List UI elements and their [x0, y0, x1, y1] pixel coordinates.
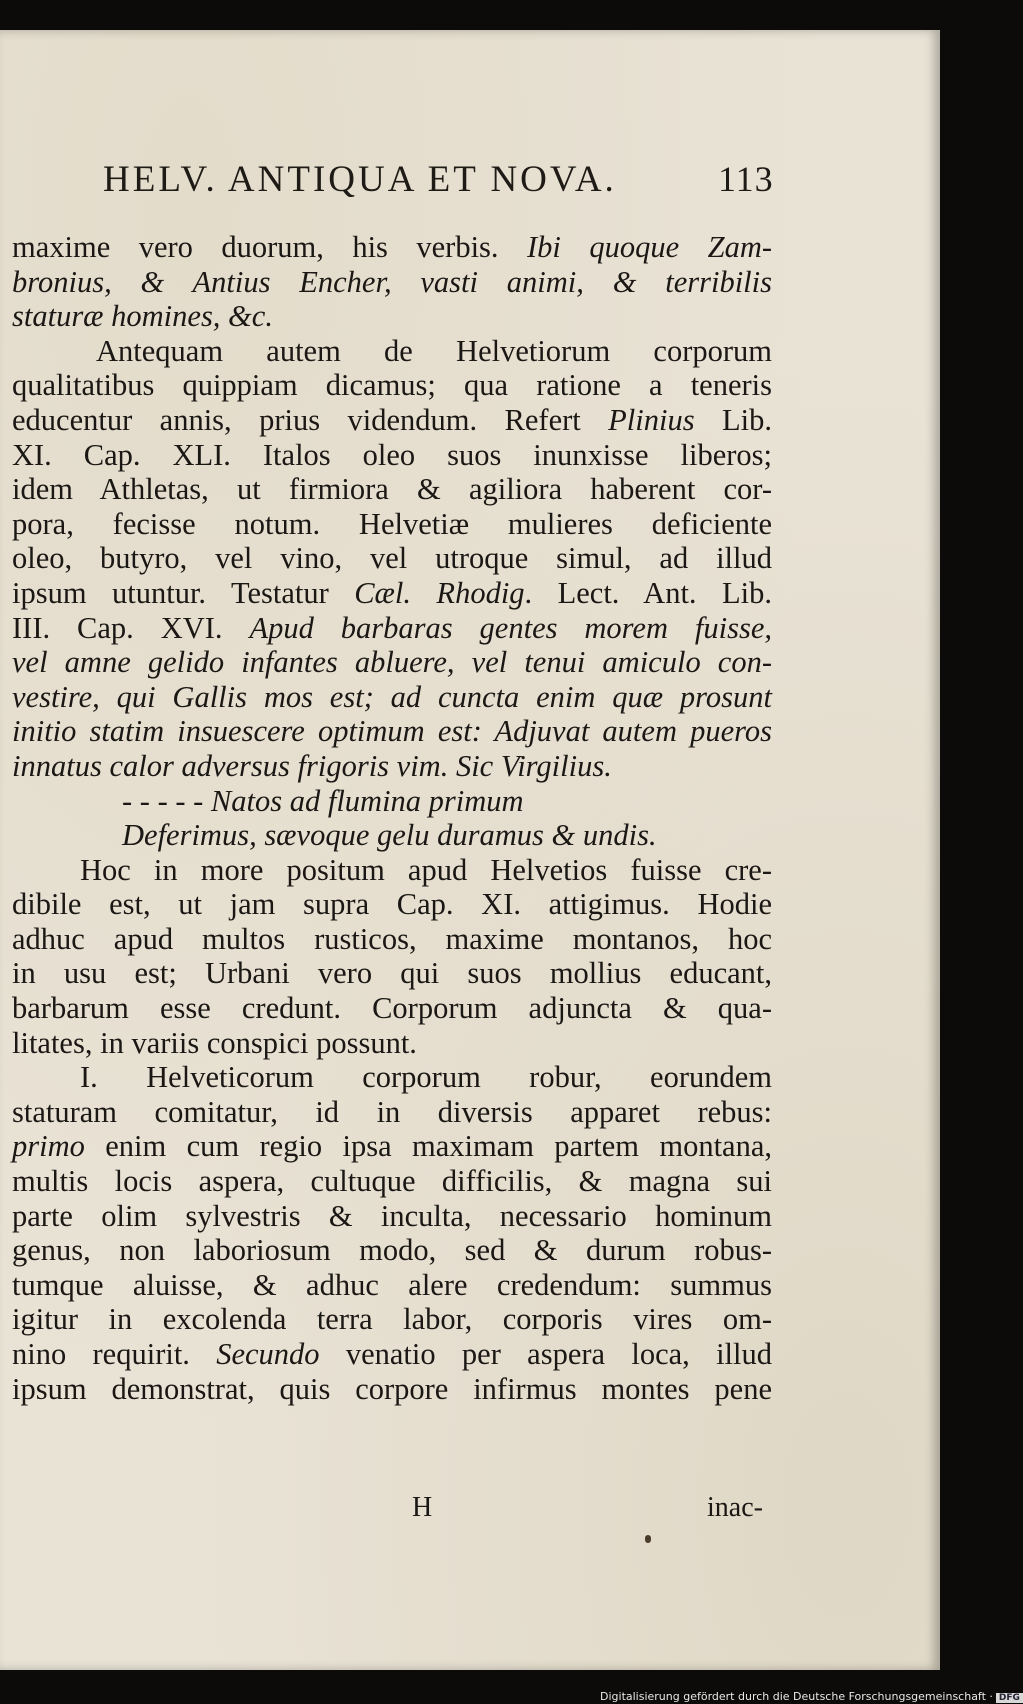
text-line	[12, 1129, 772, 1164]
text-line	[12, 1337, 772, 1372]
text-line: bronius, & Antius Encher, vasti animi, & terribilis	[12, 264, 772, 299]
verse-line: - - - - - Natos ad flumina primum	[122, 783, 524, 818]
catchword: inac-	[707, 1492, 763, 1523]
text-line: qualitatibus quippiam dicamus; qua ratione a teneris	[12, 368, 772, 403]
text-line: vel amne gelido infantes abluere, vel tenui amiculo con-	[12, 645, 772, 680]
text-line: initio statim insuescere optimum est: Adjuvat autem pueros	[12, 714, 772, 749]
italic-run: Cæl. Rhodig	[354, 575, 525, 610]
text-run: educentur annis, prius videndum. Refert	[12, 402, 609, 437]
italic-run: Plinius	[608, 402, 695, 437]
text-run: . Lect. Ant. Lib.	[524, 575, 772, 610]
text-run: enim cum regio ipsa maximam partem montana,	[84, 1129, 772, 1164]
running-title: HELV. ANTIQUA ET NOVA.	[103, 159, 617, 200]
text-run: ipsum utuntur. Testatur	[12, 575, 355, 610]
text-line	[12, 403, 772, 438]
text-line: staturam comitatur, id in diversis apparet rebus:	[12, 1094, 772, 1129]
text-line	[12, 611, 772, 646]
text-run: maxime vero duorum, his verbis.	[12, 230, 528, 264]
paper-speck	[645, 1535, 651, 1543]
text-line: oleo, butyro, vel vino, vel utroque simul, ad illud	[12, 541, 772, 576]
text-line: in usu est; Urbani vero qui suos mollius educant,	[12, 956, 772, 991]
text-line: litates, in variis conspici possunt.	[12, 1025, 417, 1060]
text-run: venatio per aspera loca, illud	[319, 1337, 773, 1371]
credit-text: Digitalisierung gefördert durch die Deutsche Forschungsgemeinschaft ·	[600, 1690, 993, 1703]
text-line: pora, fecisse notum. Helvetiæ mulieres deficiente	[12, 506, 772, 541]
text-line: dibile est, ut jam supra Cap. XI. attigimus. Hodie	[12, 887, 772, 922]
italic-run: Apud barbaras gentes morem fuisse,	[249, 610, 772, 645]
text-run: III. Cap. XVI.	[12, 610, 250, 645]
dfg-logo: DFG	[996, 1693, 1023, 1703]
italic-run: primo	[12, 1129, 85, 1164]
text-line	[12, 230, 772, 265]
text-line: barbarum esse credunt. Corporum adjuncta & qua-	[12, 991, 772, 1026]
text-line: genus, non laboriosum modo, sed & durum robus-	[12, 1233, 772, 1268]
text-line	[12, 576, 772, 611]
book-page	[0, 30, 940, 1670]
text-line: Antequam autem de Helvetiorum corporum	[96, 333, 772, 368]
italic-run: Secundo	[216, 1337, 320, 1371]
text-line: staturæ homines, &c.	[12, 299, 273, 334]
text-line: XI. Cap. XLI. Italos oleo suos inunxisse liberos;	[12, 437, 772, 472]
digitization-credit	[600, 1690, 1023, 1703]
text-line: adhuc apud multos rusticos, maxime montanos, hoc	[12, 921, 772, 956]
text-line: multis locis aspera, cultuque difficilis, & magna sui	[12, 1164, 772, 1199]
text-line: vestire, qui Gallis mos est; ad cuncta enim quæ prosunt	[12, 679, 772, 714]
verse-line: Deferimus, sævoque gelu duramus & undis.	[122, 818, 657, 853]
text-line: ipsum demonstrat, quis corpore infirmus montes pene	[12, 1371, 772, 1406]
text-line: parte olim sylvestris & inculta, necessario hominum	[12, 1198, 772, 1233]
text-line: tumque aluisse, & adhuc alere credendum: summus	[12, 1267, 772, 1302]
text-line: innatus calor adversus frigoris vim. Sic Virgilius.	[12, 748, 612, 783]
text-run: Lib.	[694, 402, 772, 437]
page-number: 113	[718, 159, 774, 199]
italic-run: Ibi quoque Zam-	[527, 230, 772, 264]
text-line: Hoc in more positum apud Helvetios fuisse cre-	[80, 852, 772, 887]
page-header	[0, 138, 940, 218]
text-line: I. Helveticorum corporum robur, eorundem	[80, 1060, 772, 1095]
text-line: igitur in excolenda terra labor, corporis vires om-	[12, 1302, 772, 1337]
text-run: nino requirit.	[12, 1337, 217, 1371]
page-footer	[12, 1492, 772, 1526]
signature-mark: H	[412, 1492, 433, 1523]
text-line: idem Athletas, ut firmiora & agiliora haberent cor-	[12, 472, 772, 507]
body-text	[12, 230, 772, 1406]
